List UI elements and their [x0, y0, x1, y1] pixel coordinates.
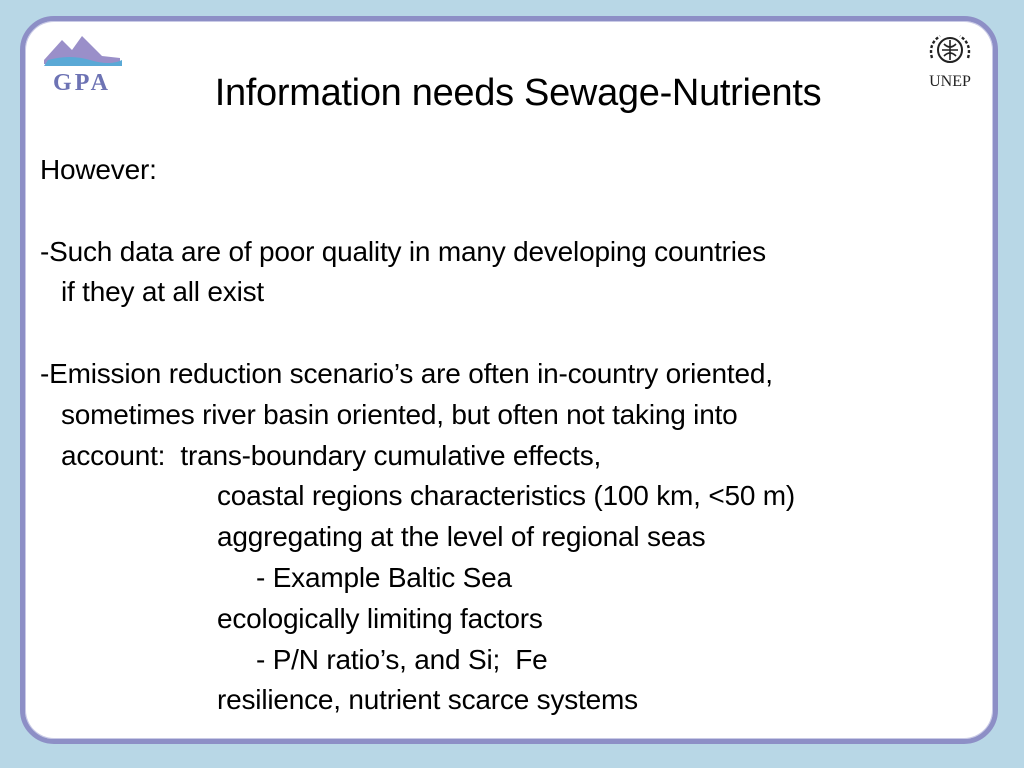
body-line: However:: [40, 154, 157, 185]
body-line: ecologically limiting factors: [217, 602, 543, 634]
body-line: -Emission reduction scenario’s are often in-country oriented,: [40, 357, 773, 389]
body-line: account: trans-boundary cumulative effects,: [61, 439, 602, 471]
gpa-logo: [40, 30, 124, 100]
body-line: aggregating at the level of regional seas: [217, 521, 706, 553]
slide-title: Information needs Sewage-Nutrients: [214, 72, 822, 114]
unep-logo: [920, 28, 980, 94]
body-line: - P/N ratio’s, and Si; Fe: [256, 643, 548, 675]
body-line: coastal regions characteristics (100 km, <50 m): [217, 480, 796, 512]
body-line: if they at all exist: [61, 276, 264, 308]
body-line: -Such data are of poor quality in many developing countries: [40, 235, 766, 267]
body-line: - Example Baltic Sea: [256, 561, 512, 593]
svg-text:UNEP: UNEP: [929, 73, 971, 90]
body-line: [40, 313, 980, 354]
svg-text:GPA: GPA: [53, 70, 111, 96]
body-line: sometimes river basin oriented, but often not taking into: [61, 398, 738, 430]
body-line: [40, 191, 980, 232]
body-line: resilience, nutrient scarce systems: [217, 684, 638, 716]
slide-body: [40, 150, 980, 721]
